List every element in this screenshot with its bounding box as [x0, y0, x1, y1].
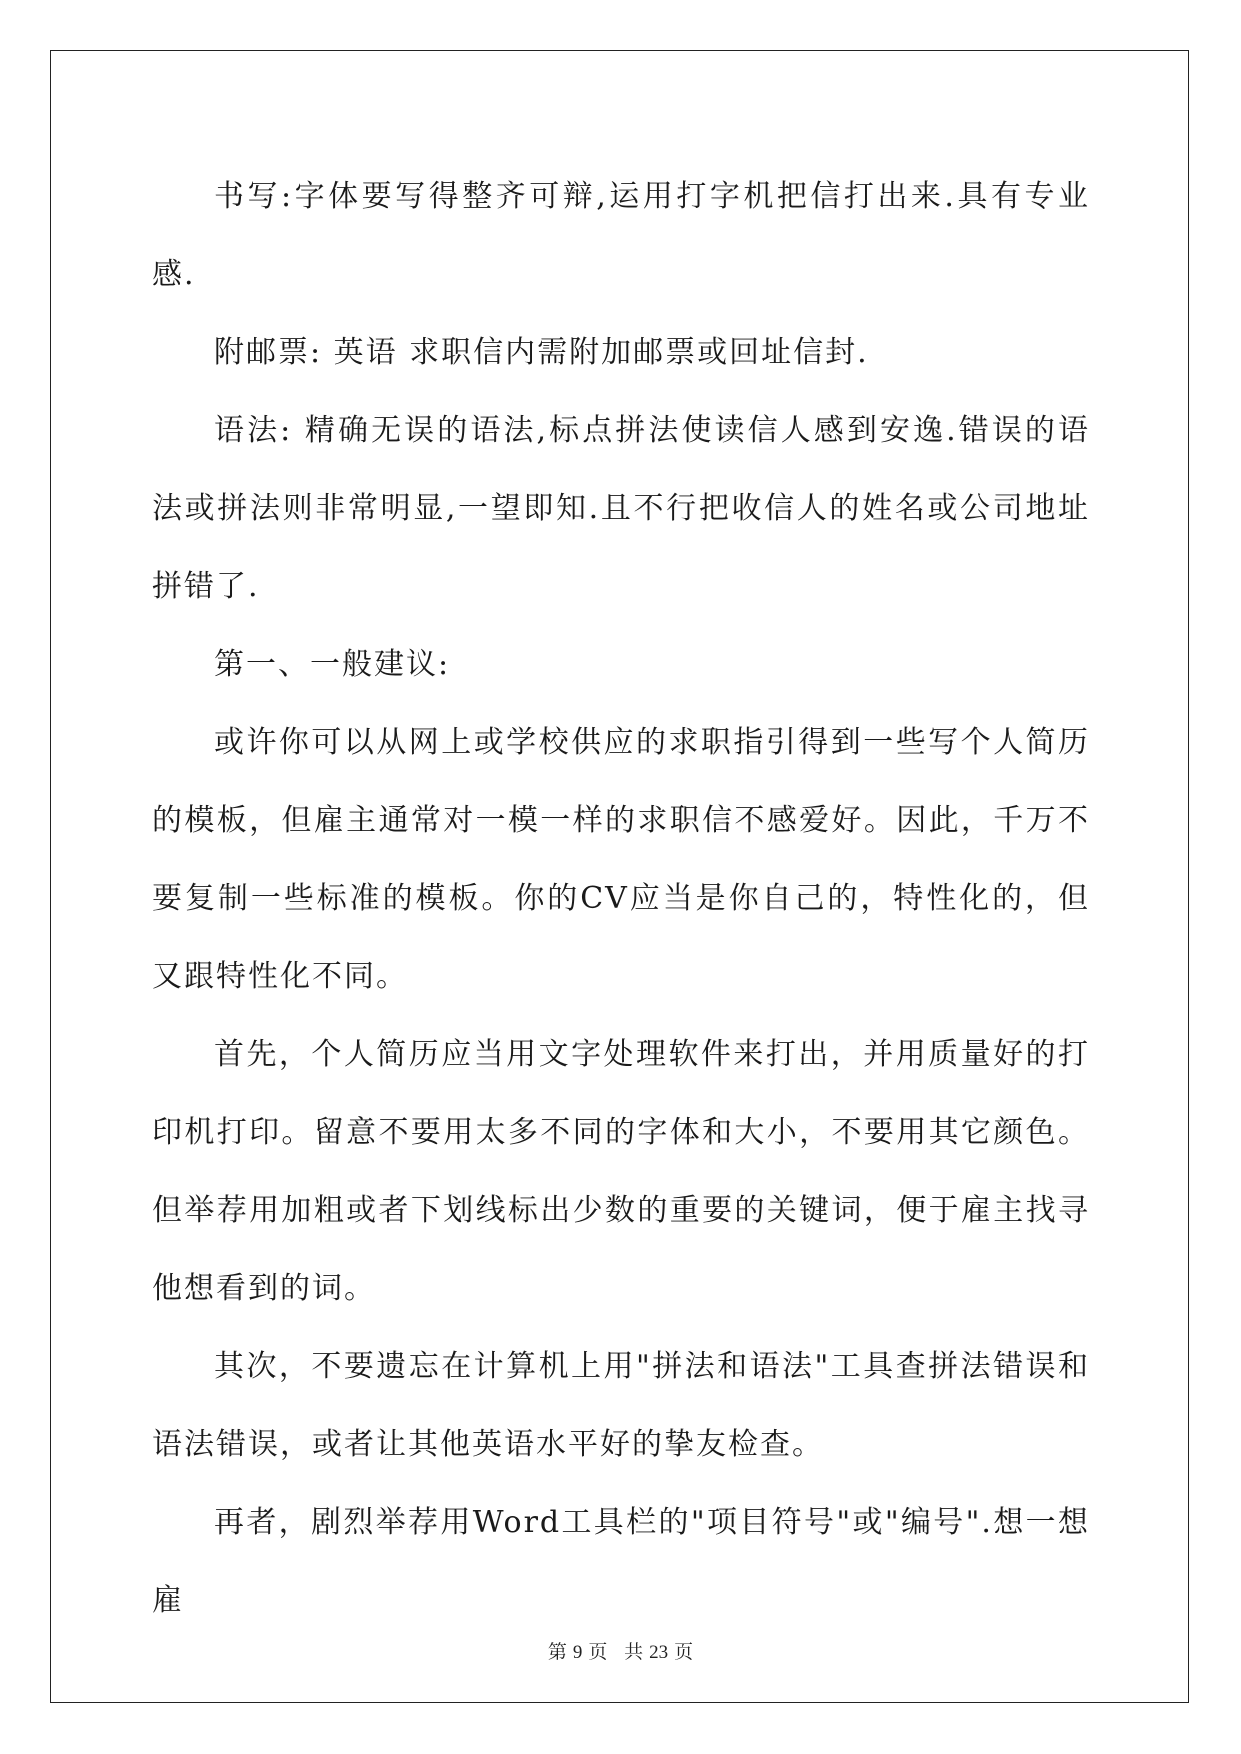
page-prefix: 第 — [547, 1642, 567, 1663]
page-suffix: 页 — [588, 1642, 608, 1663]
paragraph-writing: 书写:字体要写得整齐可辩,运用打字机把信打出来.具有专业感. — [152, 179, 1090, 292]
section-heading: 第一、一般建议: — [214, 647, 451, 682]
paragraph-second: 其次，不要遗忘在计算机上用"拼法和语法"工具查拼法错误和语法错误，或者让其他英语水平好的挚友检查。 — [152, 1349, 1090, 1462]
total-prefix: 共 — [624, 1642, 644, 1663]
paragraph-templates: 或许你可以从网上或学校供应的求职指引得到一些写个人简历的模板，但雇主通常对一模一样的求职信不感爱好。因此，千万不要复制一些标准的模板。你的CV应当是你自己的，特性化的，但又跟特性化不同。 — [152, 725, 1090, 994]
page-footer — [0, 1637, 1241, 1664]
total-suffix: 页 — [674, 1642, 694, 1663]
total-indicator — [621, 1642, 696, 1663]
total-pages: 23 — [649, 1642, 669, 1663]
paragraph-grammar: 语法: 精确无误的语法,标点拼法使读信人感到安逸.错误的语法或拼法则非常明显,一望即知.且不行把收信人的姓名或公司地址拼错了. — [152, 413, 1090, 604]
page-indicator — [545, 1642, 611, 1663]
paragraph-first: 首先，个人简历应当用文字处理软件来打出，并用质量好的打印机打印。留意不要用太多不同的字体和大小，不要用其它颜色。但举荐用加粗或者下划线标出少数的重要的关键词，便于雇主找寻他想看到的词。 — [152, 1037, 1090, 1306]
page-number: 9 — [572, 1642, 583, 1663]
paragraph-third: 再者，剧烈举荐用Word工具栏的"项目符号"或"编号".想一想雇 — [152, 1505, 1090, 1618]
document-body — [152, 158, 1090, 1640]
paragraph-stamp: 附邮票: 英语 求职信内需附加邮票或回址信封. — [214, 335, 869, 370]
